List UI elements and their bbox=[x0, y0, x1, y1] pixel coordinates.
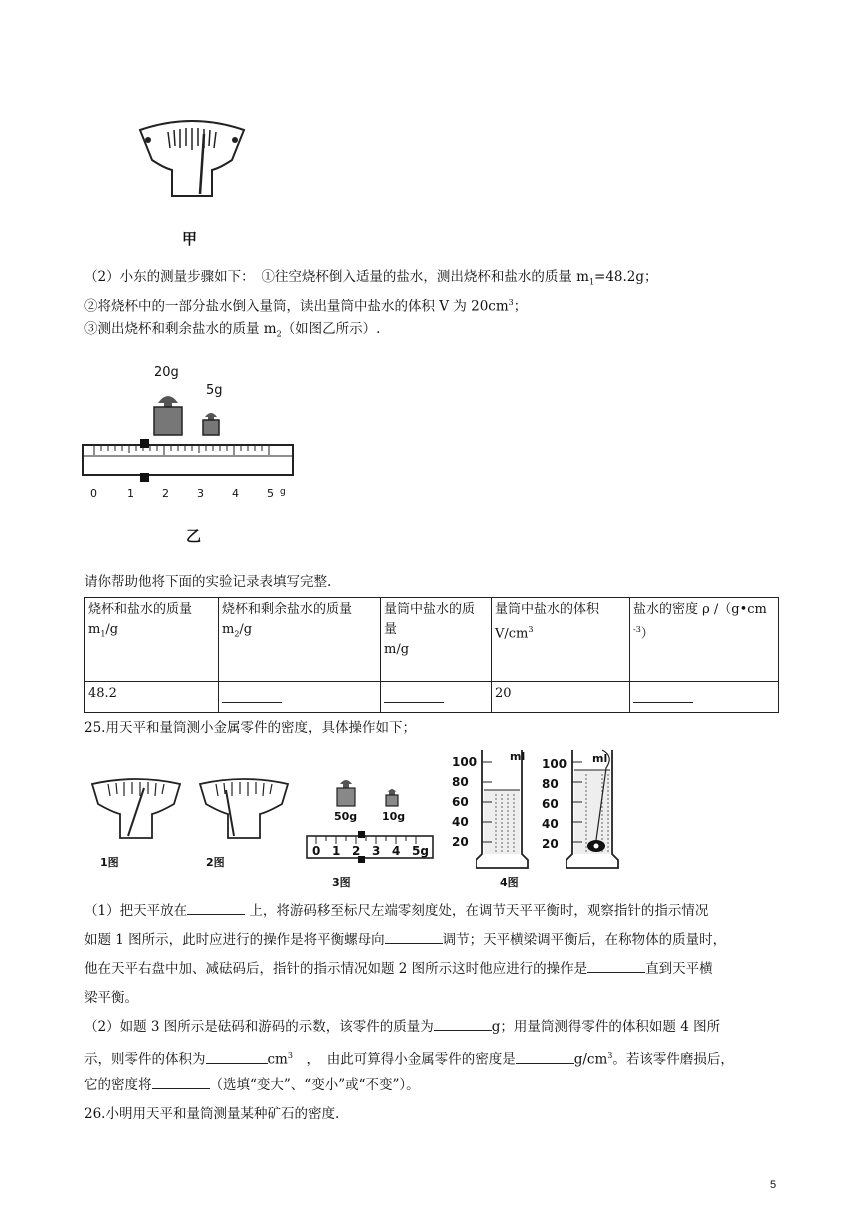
q25-line1: （1）把天平放在 上，将游码移至标尺左端零刻度处，在调节天平平衡时，观察指针的指示情况 bbox=[84, 900, 708, 922]
q24-step3 bbox=[84, 318, 380, 346]
table-header-row bbox=[85, 598, 779, 682]
figure-3-ticks bbox=[312, 844, 436, 860]
blank-density-change[interactable] bbox=[152, 1074, 210, 1089]
rider-scale-ticks bbox=[90, 487, 300, 503]
q24-step2 bbox=[84, 292, 527, 318]
tick-3: 3 bbox=[197, 487, 204, 500]
cell-v: 20 bbox=[492, 682, 630, 713]
q24-step1-tail: =48.2g； bbox=[594, 269, 658, 285]
weight-5g-label: 5g bbox=[206, 383, 223, 398]
q25-line2: 如题 1 图所示，此时应进行的操作是将平衡螺母向 调节；天平横梁调平衡后，在称物体的质量时， bbox=[84, 929, 726, 951]
figure-1-label: 1图 bbox=[100, 856, 119, 869]
q24-step3-text: ③测出烧杯和剩余盐水的质量 m bbox=[84, 321, 277, 337]
rider-scale bbox=[82, 437, 298, 517]
weight-20g-label: 20g bbox=[154, 365, 179, 380]
figure-2-balance-scale bbox=[198, 778, 290, 840]
table-row bbox=[85, 682, 779, 713]
tick-5: 5 bbox=[267, 487, 274, 500]
tick-unit: g bbox=[280, 487, 286, 497]
figure-jia-balance-scale bbox=[132, 118, 252, 200]
tick-2: 2 bbox=[162, 487, 169, 500]
figure-3-weights-icon bbox=[334, 774, 414, 808]
q25-line4: 梁平衡。 bbox=[84, 990, 138, 1006]
cylinder-2-scale: 100 80 60 40 20 bbox=[542, 757, 568, 851]
cylinder-1-unit: ml bbox=[510, 750, 526, 763]
q24-step3-tail: （如图乙所示）. bbox=[281, 321, 381, 337]
f3-tick-1: 1 bbox=[332, 844, 341, 858]
blank-density[interactable] bbox=[516, 1049, 574, 1064]
cell-m1: 48.2 bbox=[85, 682, 219, 713]
f3-tick-0: 0 bbox=[312, 844, 321, 858]
q25-line7: 它的密度将 （选填“变大”、“变小”或“不变”）。 bbox=[84, 1074, 420, 1096]
figure-3-weight-50g: 50g bbox=[334, 810, 358, 823]
tick-1: 1 bbox=[127, 487, 134, 500]
cell-density-blank[interactable] bbox=[630, 682, 779, 713]
blank-place[interactable] bbox=[187, 900, 245, 915]
header-m1: 烧杯和盐水的质量 $m_1/g$ bbox=[85, 598, 219, 682]
figure-3-label: 3图 bbox=[332, 876, 351, 889]
figure-4-label: 4图 bbox=[500, 876, 519, 889]
table-instruction: 请你帮助他将下面的实验记录表填写完整. bbox=[84, 574, 332, 590]
q24-step3-sub: 2 bbox=[276, 329, 282, 339]
header-m2: 烧杯和剩余盐水的质量 $m_2/g$ bbox=[219, 598, 381, 682]
figure-3-weight-10g: 10g bbox=[382, 810, 406, 823]
q24-step2-text: ②将烧杯中的一部分盐水倒入量筒，读出量筒中盐水的体积 V 为 20cm bbox=[84, 298, 509, 315]
f3-tick-3: 3 bbox=[372, 844, 381, 858]
header-density: 盐水的密度 ρ /（g•cm $^{-3}$） bbox=[630, 598, 779, 682]
header-m: 量筒中盐水的质 量 m/g bbox=[381, 598, 492, 682]
q24-step1 bbox=[84, 266, 658, 294]
blank-operation[interactable] bbox=[587, 958, 645, 973]
cell-m2-blank[interactable] bbox=[219, 682, 381, 713]
q25-line3: 他在天平右盘中加、减砝码后，指针的指示情况如题 2 图所示这时他应进行的操作是 直到天平横 bbox=[84, 958, 713, 980]
q24-step2-tail: ； bbox=[513, 298, 528, 315]
cylinder-part-icon bbox=[566, 748, 626, 870]
q24-step2-sup: 3 bbox=[508, 298, 514, 307]
cylinder-1-scale: 100 80 60 40 20 bbox=[452, 755, 478, 849]
figure-yi bbox=[82, 365, 302, 545]
tick-0: 0 bbox=[90, 487, 97, 500]
blank-direction[interactable] bbox=[385, 929, 443, 944]
weights-icon bbox=[148, 387, 238, 439]
tick-4: 4 bbox=[232, 487, 239, 500]
q25-line6: 示，则零件的体积为 $cm^3$ ， 由此可算得小金属零件的密度是 $g/cm^3$。若该零件磨损后， bbox=[84, 1045, 734, 1071]
cylinder-2-unit: ml bbox=[592, 752, 608, 765]
record-table bbox=[84, 597, 779, 713]
blank-volume[interactable] bbox=[206, 1049, 268, 1064]
q26-title: 26.小明用天平和量筒测量某种矿石的密度. bbox=[84, 1106, 340, 1122]
q24-step1-sub: 1 bbox=[588, 277, 595, 287]
q25-title: 25.用天平和量筒测小金属零件的密度，具体操作如下； bbox=[84, 720, 416, 736]
figure-1-balance-scale bbox=[90, 778, 182, 840]
f3-tick-2: 2 bbox=[352, 844, 361, 858]
page-number: 5 bbox=[770, 1179, 777, 1191]
f3-tick-4: 4 bbox=[392, 844, 401, 858]
figure-2-label: 2图 bbox=[206, 856, 225, 869]
q25-line5: （2）如题 3 图所示是砝码和游码的示数，该零件的质量为 g；用量筒测得零件的体积如题 4 图所 bbox=[84, 1016, 720, 1038]
q24-step1-text: （2）小东的测量步骤如下： ①往空烧杯倒入适量的盐水，测出烧杯和盐水的质量 m bbox=[84, 269, 589, 285]
header-v: 量筒中盐水的体积 $V/cm^3$ bbox=[492, 598, 630, 682]
cell-m-blank[interactable] bbox=[381, 682, 492, 713]
cylinder-water-icon bbox=[476, 750, 532, 870]
figure-4-cylinders bbox=[448, 748, 628, 872]
figure-jia-label: 甲 bbox=[182, 230, 198, 248]
figure-yi-label: 乙 bbox=[186, 527, 202, 545]
f3-tick-5: 5g bbox=[412, 844, 429, 858]
blank-mass[interactable] bbox=[434, 1016, 492, 1031]
